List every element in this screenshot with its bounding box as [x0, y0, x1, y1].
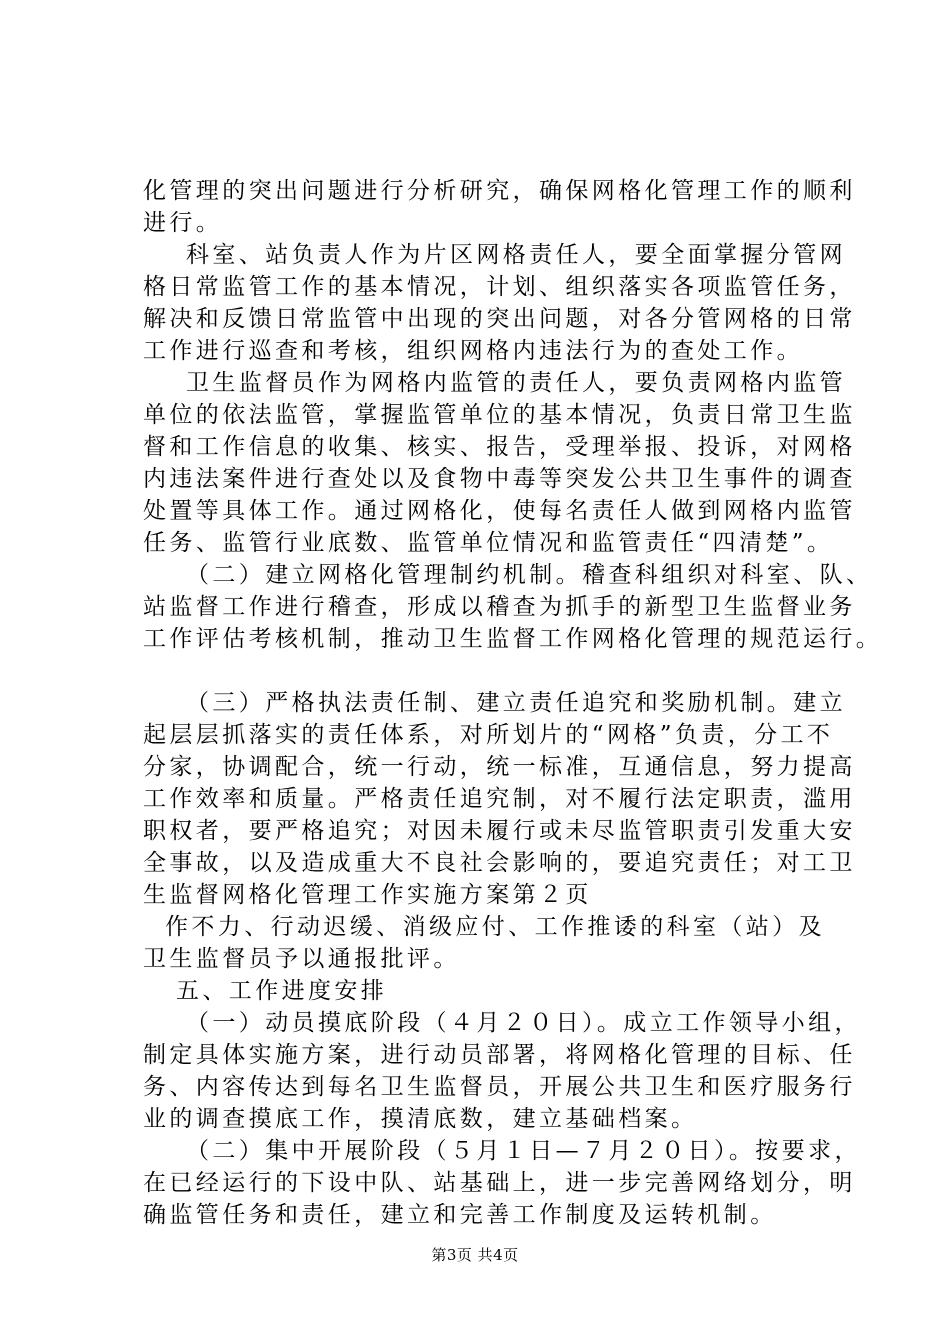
section-heading: 五、工作进度安排 [176, 978, 388, 1004]
text-line: 全事故，以及造成重大不良社会影响的，要追究责任；对工卫 [143, 850, 856, 876]
text-line: （三）严格执法责任制、建立责任追究和奖励机制。建立 [186, 690, 846, 716]
text-line: 分家，协调配合，统一行动，统一标准，互通信息，努力提高 [143, 754, 856, 780]
text-line: 起层层抓落实的责任体系，对所划片的“网格”负责，分工不 [143, 722, 834, 748]
text-line: 格日常监管工作的基本情况，计划、组织落实各项监管任务， [143, 274, 856, 300]
text-line: 解决和反馈日常监管中出现的突出问题，对各分管网格的日常 [143, 306, 856, 332]
text-line: 确监管任务和责任，建立和完善工作制度及运转机制。 [143, 1202, 777, 1228]
text-line: 业的调查摸底工作，摸清底数，建立基础档案。 [143, 1106, 698, 1132]
page-footer: 第3页 共4页 [431, 1246, 519, 1264]
text-line: （一）动员摸底阶段（４月２０日）。成立工作领导小组， [186, 1010, 861, 1036]
text-line: 作不力、行动迟缓、消级应付、工作推诿的科室（站）及 [165, 914, 825, 940]
text-line: 工作评估考核机制，推动卫生监督工作网格化管理的规范运行。 [143, 626, 883, 652]
text-line: 督和工作信息的收集、核实、报告，受理举报、投诉，对网格 [143, 434, 856, 460]
text-line: 处置等具体工作。通过网格化，使每名责任人做到网格内监管 [143, 498, 856, 524]
text-line: 进行。 [143, 210, 223, 236]
text-line: 工作效率和质量。严格责任追究制，对不履行法定职责，滥用 [143, 786, 856, 812]
text-line: 工作进行巡查和考核，组织网格内违法行为的查处工作。 [143, 338, 803, 364]
text-line: 任务、监管行业底数、监管单位情况和监管责任“四清楚”。 [143, 530, 834, 556]
text-line: （二）建立网格化管理制约机制。稽查科组织对科室、队、 [186, 562, 873, 588]
text-line: 站监督工作进行稽查，形成以稽查为抓手的新型卫生监督业务 [143, 594, 856, 620]
text-line: 在已经运行的下设中队、站基础上，进一步完善网络划分，明 [143, 1170, 856, 1196]
text-line: 职权者，要严格追究；对因未履行或未尽监管职责引发重大安 [143, 818, 856, 844]
text-line: 单位的依法监管，掌握监管单位的基本情况，负责日常卫生监 [143, 402, 856, 428]
text-line: 内违法案件进行查处以及食物中毒等突发公共卫生事件的调查 [143, 466, 856, 492]
text-line: 化管理的突出问题进行分析研究，确保网格化管理工作的顺利 [143, 178, 856, 204]
text-line: 务、内容传达到每名卫生监督员，开展公共卫生和医疗服务行 [143, 1074, 856, 1100]
text-line: 卫生监督员作为网格内监管的责任人，要负责网格内监管 [186, 370, 846, 396]
text-line: 生监督网格化管理工作实施方案第２页 [143, 882, 592, 908]
text-line: （二）集中开展阶段（５月１日—７月２０日）。按要求， [186, 1138, 861, 1164]
text-line: 卫生监督员予以通报批评。 [143, 946, 460, 972]
text-line: 科室、站负责人作为片区网格责任人，要全面掌握分管网 [186, 242, 846, 268]
text-line: 制定具体实施方案，进行动员部署，将网格化管理的目标、任 [143, 1042, 856, 1068]
